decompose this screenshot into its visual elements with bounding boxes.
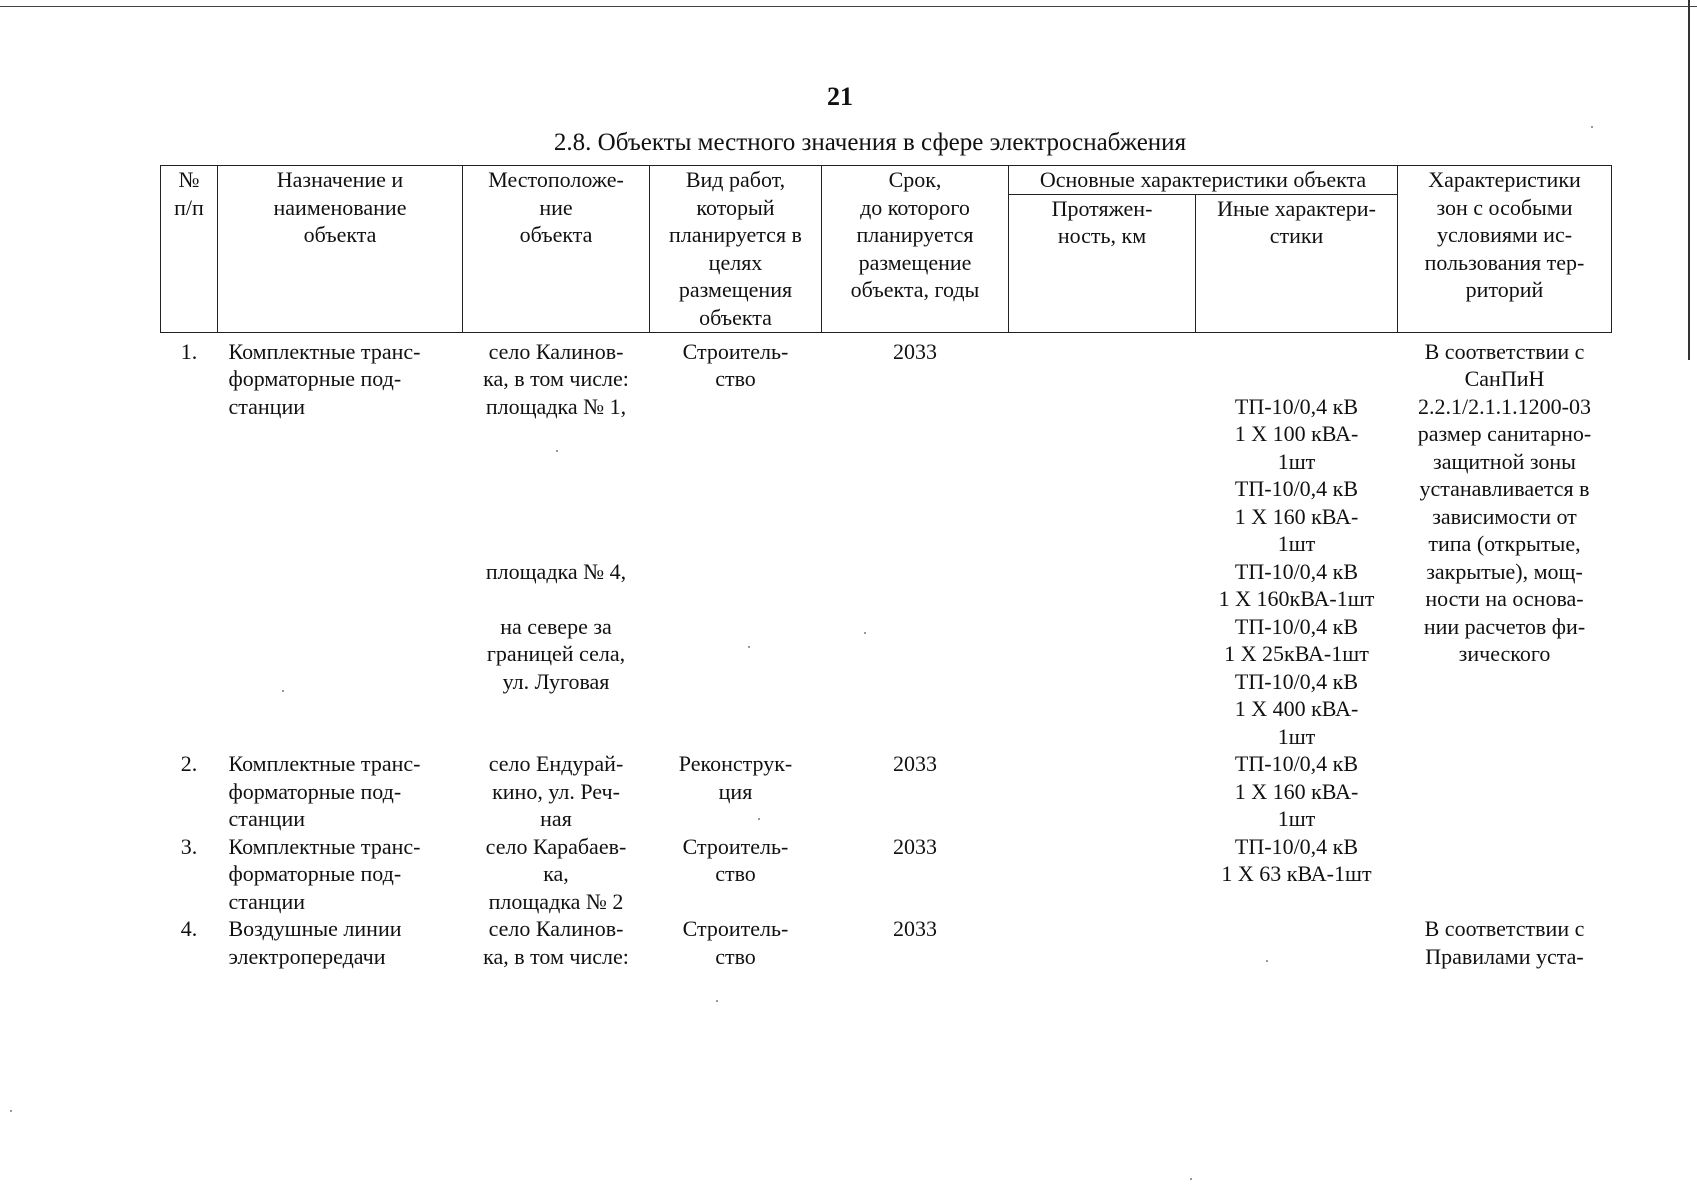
header-line: размещение bbox=[858, 249, 972, 275]
scan-speck bbox=[864, 632, 866, 634]
cell-other-characteristics-line: ТП-10/0,4 кВ bbox=[1234, 833, 1359, 859]
cell-length bbox=[1009, 332, 1196, 750]
cell-zones-line: 2.2.1/2.1.1.1200-03 bbox=[1418, 393, 1591, 419]
header-line: Местоположе- bbox=[488, 167, 624, 192]
header-main-characteristics: Основные характеристики объекта bbox=[1009, 166, 1398, 195]
cell-length bbox=[1009, 833, 1196, 916]
cell-num bbox=[161, 332, 218, 750]
cell-other-characteristics-line: 1шт bbox=[1277, 531, 1316, 556]
header-num bbox=[161, 166, 218, 333]
cell-length bbox=[1009, 915, 1196, 970]
cell-location-line: кино, ул. Реч- bbox=[492, 778, 620, 804]
scan-speck bbox=[1190, 1178, 1192, 1180]
cell-location-line: село Калинов- bbox=[488, 916, 624, 941]
cell-num-text: 3. bbox=[180, 833, 198, 859]
cell-name-line: форматорные под- bbox=[228, 366, 402, 391]
cell-work-line: ство bbox=[715, 943, 756, 969]
cell-length bbox=[1009, 750, 1196, 833]
cell-location-line: площадка № 2 bbox=[488, 888, 624, 914]
cell-work-line: Строитель- bbox=[682, 338, 789, 364]
cell-work bbox=[650, 750, 822, 833]
cell-other-characteristics-line: 1 Х 160 кВА- bbox=[1234, 778, 1359, 804]
cell-name-line: Комплектные транс- bbox=[228, 338, 421, 364]
header-line: объекта bbox=[303, 222, 377, 247]
cell-location-line: ка, в том числе: bbox=[483, 943, 629, 969]
cell-other-characteristics-line: 1 Х 63 кВА-1шт bbox=[1221, 861, 1372, 886]
cell-num bbox=[161, 915, 218, 970]
header-line: который bbox=[696, 194, 775, 220]
header-line: п/п bbox=[174, 194, 204, 220]
header-line: № bbox=[178, 167, 200, 192]
cell-term-text: 2033 bbox=[893, 833, 937, 859]
cell-work-line: ство bbox=[715, 861, 756, 886]
cell-other-characteristics-line: ТП-10/0,4 кВ bbox=[1234, 668, 1359, 694]
cell-length-text bbox=[1012, 338, 1193, 366]
scan-top-rule bbox=[0, 6, 1697, 7]
cell-location-line: площадка № 4, bbox=[485, 558, 627, 584]
table-row bbox=[161, 833, 1612, 916]
cell-name bbox=[218, 833, 463, 916]
cell-name-line: форматорные под- bbox=[228, 861, 402, 886]
cell-other-characteristics-line: 1 Х 160 кВА- bbox=[1234, 503, 1359, 529]
cell-location bbox=[463, 833, 650, 916]
cell-location-line: площадка № 1, bbox=[485, 393, 627, 419]
page-number: 21 bbox=[827, 82, 853, 111]
table-title: 2.8. Объекты местного значения в сфере электроснабжения bbox=[553, 129, 1187, 156]
cell-location bbox=[463, 332, 650, 750]
cell-work-line: ция bbox=[718, 778, 753, 804]
cell-num bbox=[161, 833, 218, 916]
cell-term bbox=[822, 915, 1009, 970]
cell-other-characteristics-line bbox=[1199, 365, 1395, 393]
table-row bbox=[161, 332, 1612, 750]
cell-other-characteristics-line: ТП-10/0,4 кВ bbox=[1234, 476, 1359, 501]
header-work bbox=[650, 166, 822, 333]
cell-other-characteristics-line: 1 Х 25кВА-1шт bbox=[1224, 641, 1369, 666]
header-location bbox=[463, 166, 650, 333]
cell-other-characteristics-line: ТП-10/0,4 кВ bbox=[1234, 558, 1359, 584]
header-line: целях bbox=[708, 249, 763, 275]
cell-num-text: 2. bbox=[180, 751, 198, 776]
header-line: Иные характери- bbox=[1217, 195, 1376, 221]
cell-name-line: станции bbox=[228, 888, 306, 914]
cell-location-line bbox=[466, 530, 647, 558]
header-other bbox=[1196, 194, 1398, 332]
cell-name-line: форматорные под- bbox=[228, 778, 402, 804]
cell-zones-line: нии расчетов фи- bbox=[1423, 613, 1586, 639]
cell-num bbox=[161, 750, 218, 833]
header-line: Протяжен- bbox=[1051, 195, 1153, 221]
cell-location-line: ул. Луговая bbox=[502, 668, 610, 694]
cell-zones-line: зависимости от bbox=[1432, 503, 1577, 529]
cell-other-characteristics bbox=[1196, 833, 1398, 916]
header-line: ние bbox=[539, 194, 573, 220]
scan-speck bbox=[758, 818, 760, 820]
cell-zones-line: защитной зоны bbox=[1433, 448, 1576, 474]
cell-location-line: село Калинов- bbox=[488, 338, 624, 364]
cell-zones-line: В соответствии с bbox=[1424, 338, 1585, 364]
cell-zones-line: ности на основа- bbox=[1425, 586, 1584, 611]
cell-work-line: ство bbox=[715, 366, 756, 391]
cell-other-characteristics-line: 1 Х 100 кВА- bbox=[1234, 421, 1359, 446]
cell-other-characteristics-line: ТП-10/0,4 кВ bbox=[1234, 751, 1359, 776]
scan-speck bbox=[282, 690, 284, 692]
scan-speck bbox=[716, 1000, 718, 1002]
header-zones bbox=[1398, 166, 1612, 333]
header-line: наименование bbox=[273, 194, 407, 220]
header-length bbox=[1009, 194, 1196, 332]
cell-name bbox=[218, 915, 463, 970]
scan-speck bbox=[1591, 126, 1593, 128]
header-line: ность, км bbox=[1057, 223, 1147, 248]
cell-work-line: Строитель- bbox=[682, 833, 789, 859]
scan-right-edge bbox=[1688, 0, 1690, 360]
cell-term-text: 2033 bbox=[893, 916, 937, 941]
scan-speck bbox=[556, 450, 558, 452]
header-line: планируется в bbox=[669, 222, 802, 247]
table-row bbox=[161, 915, 1612, 970]
cell-location-line bbox=[466, 475, 647, 503]
cell-location-line: границей села, bbox=[486, 641, 626, 666]
cell-other-characteristics bbox=[1196, 915, 1398, 970]
cell-num-text: 4. bbox=[180, 916, 198, 941]
header-line: зон с особыми bbox=[1436, 194, 1573, 220]
cell-location-line bbox=[466, 585, 647, 613]
cell-name-line: Комплектные транс- bbox=[228, 833, 421, 859]
cell-term bbox=[822, 332, 1009, 750]
scan-speck bbox=[748, 646, 750, 648]
cell-zones-line: В соответствии с bbox=[1424, 916, 1585, 941]
cell-term-text: 2033 bbox=[893, 338, 937, 364]
cell-work bbox=[650, 833, 822, 916]
cell-term-text: 2033 bbox=[893, 751, 937, 776]
header-line: риторий bbox=[1465, 277, 1544, 302]
cell-other-characteristics-line: ТП-10/0,4 кВ bbox=[1234, 613, 1359, 639]
objects-table bbox=[160, 165, 1612, 970]
cell-zones-line: устанавливается в bbox=[1419, 476, 1590, 501]
cell-location-line bbox=[466, 420, 647, 448]
cell-work-line: Реконструк- bbox=[678, 751, 793, 776]
cell-location-line bbox=[466, 503, 647, 531]
header-line: пользования тер- bbox=[1424, 249, 1585, 275]
cell-other-characteristics-line: 1шт bbox=[1277, 723, 1316, 749]
cell-name bbox=[218, 332, 463, 750]
cell-zones-line: СанПиН bbox=[1464, 366, 1545, 391]
cell-zones-line: типа (открытые, bbox=[1428, 531, 1581, 556]
scan-speck bbox=[1266, 960, 1268, 962]
header-term bbox=[822, 166, 1009, 333]
cell-length-text bbox=[1012, 833, 1193, 861]
cell-location bbox=[463, 750, 650, 833]
cell-term bbox=[822, 833, 1009, 916]
cell-zones bbox=[1398, 750, 1612, 833]
cell-work bbox=[650, 915, 822, 970]
header-line: Назначение и bbox=[276, 167, 404, 192]
header-name bbox=[218, 166, 463, 333]
cell-location-line: ка, в том числе: bbox=[483, 366, 629, 391]
cell-other-characteristics bbox=[1196, 332, 1398, 750]
cell-location-line: ка, bbox=[543, 861, 569, 886]
cell-zones-line: закрытые), мощ- bbox=[1426, 558, 1583, 584]
cell-location bbox=[463, 915, 650, 970]
cell-zones bbox=[1398, 915, 1612, 970]
cell-other-characteristics-line bbox=[1199, 338, 1395, 366]
header-line: Вид работ, bbox=[685, 167, 786, 192]
cell-name-line: станции bbox=[228, 393, 306, 419]
header-line: планируется bbox=[856, 222, 974, 247]
cell-zones-line: размер санитарно- bbox=[1417, 421, 1592, 446]
cell-name bbox=[218, 750, 463, 833]
cell-location-line: на севере за bbox=[500, 613, 612, 639]
cell-zones-line: зического bbox=[1458, 641, 1551, 666]
header-line: условиями ис- bbox=[1436, 222, 1573, 247]
header-line: до которого bbox=[860, 194, 970, 220]
header-line: Срок, bbox=[888, 167, 942, 192]
cell-work-line: Строитель- bbox=[682, 916, 789, 941]
cell-name-line: Воздушные линии bbox=[228, 916, 402, 941]
cell-other-characteristics-line: ТП-10/0,4 кВ bbox=[1234, 393, 1359, 419]
table-row bbox=[161, 750, 1612, 833]
cell-work bbox=[650, 332, 822, 750]
header-line: размещения bbox=[678, 277, 793, 302]
scan-speck bbox=[10, 1110, 12, 1112]
cell-other-characteristics-line: 1 Х 160кВА-1шт bbox=[1218, 586, 1375, 611]
cell-length-text bbox=[1012, 915, 1193, 943]
header-line: объекта bbox=[699, 304, 772, 330]
header-line: объекта, годы bbox=[850, 277, 980, 302]
header-line: объекта bbox=[519, 222, 593, 247]
header-line: стики bbox=[1269, 223, 1324, 248]
cell-length-text bbox=[1012, 750, 1193, 778]
cell-zones-line: Правилами уста- bbox=[1425, 943, 1584, 969]
cell-term bbox=[822, 750, 1009, 833]
cell-other-characteristics-line: 1 Х 400 кВА- bbox=[1234, 696, 1359, 721]
cell-location-line: село Ендурай- bbox=[488, 751, 624, 776]
cell-num-text: 1. bbox=[180, 338, 198, 364]
cell-location-line: село Карабаев- bbox=[485, 833, 627, 859]
cell-other-characteristics-line: 1шт bbox=[1277, 448, 1316, 474]
header-line: Характеристики bbox=[1428, 167, 1581, 192]
cell-name-line: станции bbox=[228, 806, 306, 831]
cell-name-line: Комплектные транс- bbox=[228, 751, 421, 776]
cell-other-characteristics bbox=[1196, 750, 1398, 833]
cell-zones bbox=[1398, 332, 1612, 750]
cell-location-line: ная bbox=[540, 806, 572, 831]
cell-name-line: электропередачи bbox=[228, 943, 386, 969]
cell-zones bbox=[1398, 833, 1612, 916]
cell-other-characteristics-line: 1шт bbox=[1277, 806, 1316, 831]
